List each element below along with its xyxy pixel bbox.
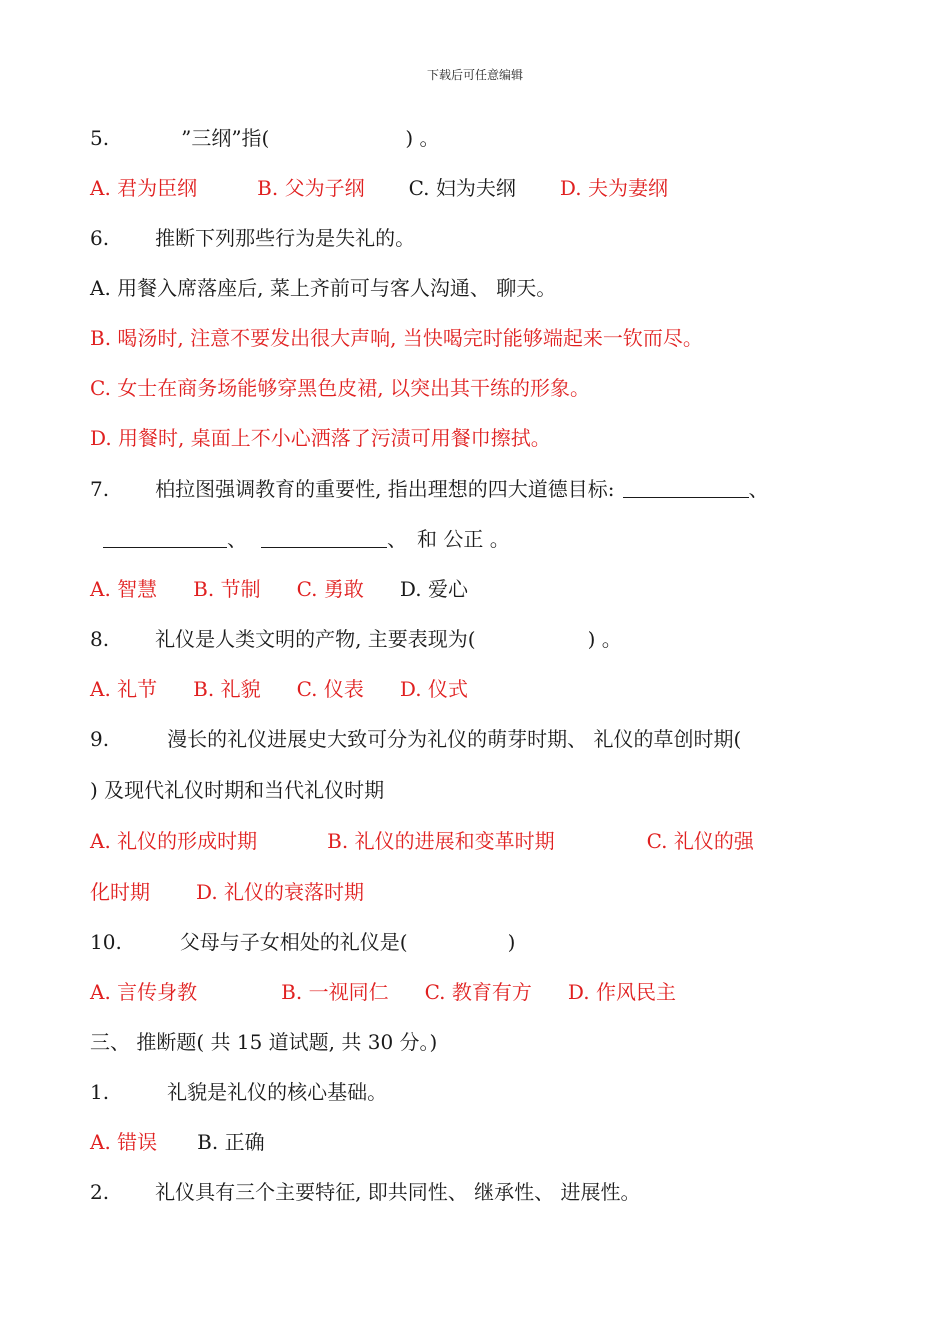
page-header: 下载后可任意编辑 (426, 68, 523, 82)
question-stem: 礼仪是人类文明的产物, 主要表现为( (155, 627, 476, 651)
true-false-1-options (90, 1129, 265, 1155)
question-10 (90, 929, 515, 955)
question-6-option-a: A. 用餐入席落座后, 菜上齐前可与客人沟通、 聊天。 (90, 276, 557, 300)
answer-blank-3[interactable] (261, 527, 387, 548)
option-b: B. 节制 (193, 577, 261, 601)
question-close: ) 。 (587, 627, 622, 651)
option-c: C. 教育有方 (424, 980, 532, 1004)
option-c: C. 勇敢 (296, 577, 364, 601)
question-number: 2. (90, 1180, 110, 1204)
question-7-options (90, 576, 468, 602)
option-b: B. 正确 (197, 1130, 265, 1154)
question-7-continued (103, 526, 510, 552)
question-6-option-b: B. 喝汤时, 注意不要发出很大声响, 当快喝完时能够端起来一钦而尽。 (90, 326, 703, 350)
question-9 (90, 726, 741, 752)
question-stem: 礼仪具有三个主要特征, 即共同性、 继承性、 进展性。 (155, 1180, 641, 1204)
question-6-option-d: D. 用餐时, 桌面上不小心洒落了污渍可用餐巾擦拭。 (90, 426, 551, 450)
answer-blank-1[interactable] (623, 477, 749, 498)
option-c: C. 妇为夫纲 (408, 176, 516, 200)
question-stem: 礼貌是礼仪的核心基础。 (167, 1080, 388, 1104)
option-c-continued: 化时期 (90, 880, 150, 904)
option-c: C. 礼仪的强 (646, 829, 754, 853)
true-false-2 (90, 1179, 641, 1205)
question-number: 10. (90, 930, 122, 954)
question-stem: 柏拉图强调教育的重要性, 指出理想的四大道德目标: (155, 477, 615, 501)
question-9-options-continued (90, 879, 364, 905)
question-7 (90, 476, 769, 502)
question-number: 9. (90, 727, 110, 751)
blank-separator: 、 (387, 527, 407, 551)
question-10-options (90, 979, 676, 1005)
option-d: D. 爱心 (399, 577, 468, 601)
question-stem: ”三纲”指( (181, 126, 270, 150)
option-a: A. 言传身教 (90, 980, 198, 1004)
option-d: D. 礼仪的衰落时期 (196, 880, 365, 904)
question-number: 8. (90, 627, 110, 651)
question-stem: 漫长的礼仪进展史大致可分为礼仪的萌芽时期、 礼仪的草创时期( (167, 727, 742, 751)
option-a: A. 礼仪的形成时期 (90, 829, 258, 853)
question-close: ) 。 (405, 126, 440, 150)
option-d: D. 作风民主 (567, 980, 676, 1004)
question-number: 1. (90, 1080, 110, 1104)
blank-separator: 、 (227, 527, 247, 551)
section-title: 三、 推断题( 共 15 道试题, 共 30 分。) (90, 1030, 438, 1054)
option-d: D. 夫为妻纲 (559, 176, 668, 200)
true-false-1 (90, 1079, 387, 1105)
option-b: B. 父为子纲 (257, 176, 365, 200)
question-stem: 父母与子女相处的礼仪是( (179, 930, 408, 954)
question-stem: 推断下列那些行为是失礼的。 (155, 226, 416, 250)
question-8 (90, 626, 622, 652)
blank-separator: 、 (748, 477, 769, 501)
option-a: A. 君为臣纲 (90, 176, 198, 200)
option-a: A. 礼节 (90, 677, 158, 701)
option-d: D. 仪式 (399, 677, 468, 701)
question-9-continued: ) 及现代礼仪时期和当代礼仪时期 (90, 778, 385, 802)
question-5 (90, 125, 440, 151)
question-close: ) (507, 930, 516, 954)
answer-blank-2[interactable] (103, 527, 227, 548)
question-6-option-c: C. 女士在商务场能够穿黑色皮裙, 以突出其干练的形象。 (90, 376, 591, 400)
question-tail: 和 公正 。 (417, 527, 510, 551)
option-a: A. 错误 (90, 1130, 158, 1154)
option-a: A. 智慧 (90, 577, 158, 601)
question-5-options (90, 175, 668, 201)
option-b: B. 礼貌 (193, 677, 261, 701)
question-6 (90, 225, 415, 251)
option-b: B. 一视同仁 (281, 980, 389, 1004)
question-number: 5. (90, 126, 110, 150)
question-8-options (90, 676, 468, 702)
option-b: B. 礼仪的进展和变革时期 (327, 829, 555, 853)
question-9-options (90, 828, 754, 854)
question-number: 7. (90, 477, 110, 501)
question-number: 6. (90, 226, 110, 250)
option-c: C. 仪表 (296, 677, 364, 701)
